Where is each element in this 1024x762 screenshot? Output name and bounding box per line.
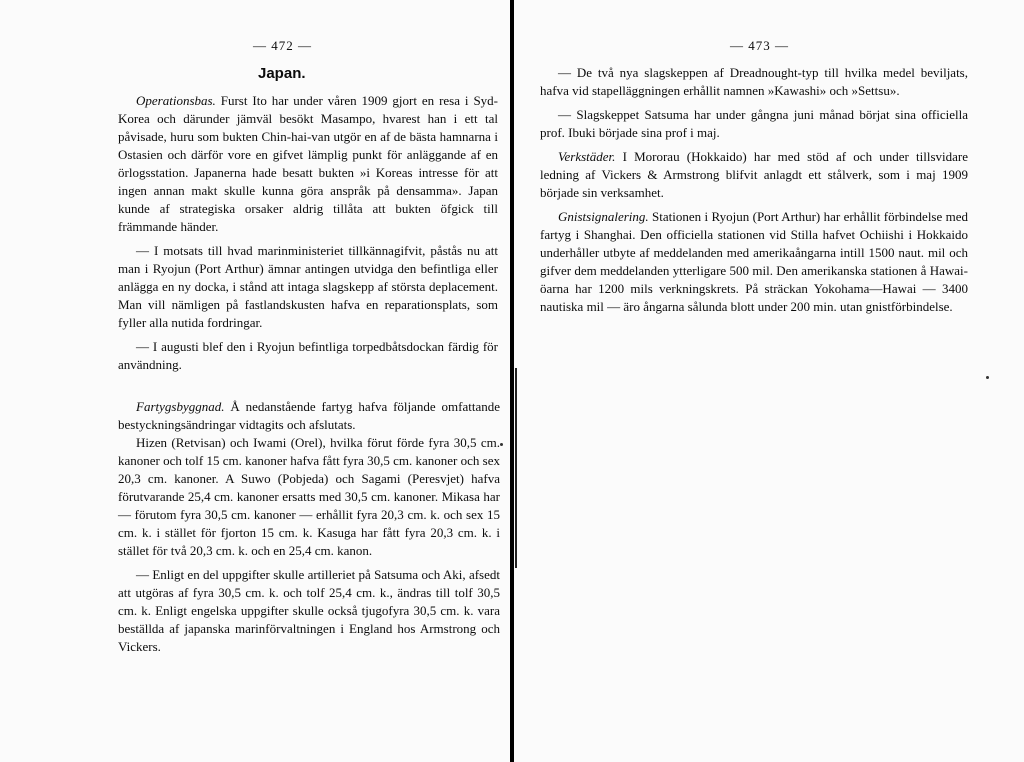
speck-mark <box>986 376 989 379</box>
speck-mark <box>500 443 503 446</box>
paragraph-satsuma-aki <box>118 566 500 656</box>
right-column <box>540 64 968 316</box>
paragraph-text: Furst Ito har under våren 1909 gjort en resa i Syd-Korea och därunder jämväl besökt Masampo, hvarest han i ett tal påvisade, huru som bukten Chin-hai-van utgör en af de bästa hamnarna i Ostasien och därför vore en gifvet lämplig punkt för anläggande af en örlogsstation. Japanerna hade besatt bukten »i Koreas intresse för att ingen annan makt skulle kunna göra anspråk på densamma». Japan kunde af strategiska orsaker aldrig tillåta att bukten öfgick till främmande händer. <box>118 93 498 234</box>
page-number-left: — 472 — <box>253 38 312 53</box>
left-column-bottom <box>118 398 500 656</box>
paragraph-fartygsbyggnad <box>118 398 500 434</box>
paragraph-verkstader <box>540 148 968 202</box>
paragraph-text: — Enligt en del uppgifter skulle artilleriet på Satsuma och Aki, afsedt att utgöras af fyra 30,5 cm. k. och tolf 25,4 cm. k., ändras till tolf 30,5 cm. k. Enligt engelska uppgifter skulle också tjugofyra 30,5 cm. k. vara beställda af japanska marinförvaltningen i England hos Armstrong och Vickers. <box>118 567 500 654</box>
page-title: Japan. <box>258 65 306 82</box>
page-number-right: — 473 — <box>730 38 789 53</box>
paragraph-text: Stationen i Ryojun (Port Arthur) har erhållit förbindelse med fartyg i Shanghai. Den officiella stationen vid Stilla hafvet Ochiishi i Hokkaido underhåller utbyte af meddelanden med amerikaångarna intill 1500 naut. mil och gifver dem meddelanden ytterligare 500 mil. Den amerikanska stationen å Hawai-öarna har 1200 mils verkningskrets. På sträckan Yokohama—Hawai — 3400 nautiska mil — äro ångarna sålunda blott under 200 min. utan gnistförbindelse. <box>540 209 969 314</box>
paragraph-dreadnought <box>540 64 968 100</box>
paragraph-hizen-iwami <box>118 434 500 560</box>
paragraph-port-arthur-dock <box>118 242 498 332</box>
right-page <box>514 0 1024 762</box>
paragraph-gnistsignalering <box>540 208 968 316</box>
paragraph-text: I Mororau (Hokkaido) har med stöd af och under tillsvidare ledning af Vickers & Armstrong blifvit anlagdt ett stålverk, som i maj 1909 började sin verksamhet. <box>540 149 968 200</box>
left-page <box>0 0 510 762</box>
paragraph-lead: Verkstäder. <box>558 149 616 164</box>
paragraph-lead: Fartygsbyggnad. <box>136 399 225 414</box>
paragraph-text: Hizen (Retvisan) och Iwami (Orel), hvilka förut förde fyra 30,5 cm. kanoner och tolf 15 cm. kanoner hafva fått fyra 30,5 cm. kanoner och sex 20,3 cm. kanoner. A Suwo (Pobjeda) och Sagami (Peresvjet) hafva förutvarande 25,4 cm. kanoner ersatts med 30,5 cm. kanoner. Mikasa har — förutom fyra 30,5 cm. kanoner — erhållit fyra 20,3 cm. k. och sex 15 cm. k. i stället för fjorton 15 cm. k. Kasuga har fått fyra 20,3 cm. k. i stället för två 20,3 cm. k. och en 25,4 cm. kanon. <box>118 435 500 558</box>
paragraph-lead: Operationsbas. <box>136 93 216 108</box>
paragraph-torpedbatsdocka <box>118 338 498 374</box>
binding-shadow <box>515 368 517 568</box>
paragraph-text: — I motsats till hvad marinministeriet tillkännagifvit, påstås nu att man i Ryojun (Port Arthur) ämnar antingen utvidga den befintliga eller anlägga en ny docka, i stånd att intaga slagskepp af största deplacement. Man vill nämligen på fastlandskusten hafva en reparationsplats, som fyller alla nutida fordringar. <box>118 243 498 330</box>
paragraph-satsuma-prof <box>540 106 968 142</box>
paragraph-text: — De två nya slagskeppen af Dreadnought-typ till hvilka medel beviljats, hafva vid stapelläggningen erhållit namnen »Kawashi» och »Settsu». <box>540 65 968 98</box>
paragraph-lead: Gnistsignalering. <box>558 209 649 224</box>
left-column-top <box>118 92 498 374</box>
paragraph-text: — Slagskeppet Satsuma har under gångna juni månad börjat sina officiella prof. Ibuki började sina prof i maj. <box>540 107 968 140</box>
paragraph-text: — I augusti blef den i Ryojun befintliga torpedbåtsdockan färdig för användning. <box>118 339 498 372</box>
paragraph-operationsbas <box>118 92 498 236</box>
paragraph-text: Å nedanstående fartyg hafva följande omfattande bestyckningsändringar vidtagits och afslutats. <box>118 399 500 432</box>
